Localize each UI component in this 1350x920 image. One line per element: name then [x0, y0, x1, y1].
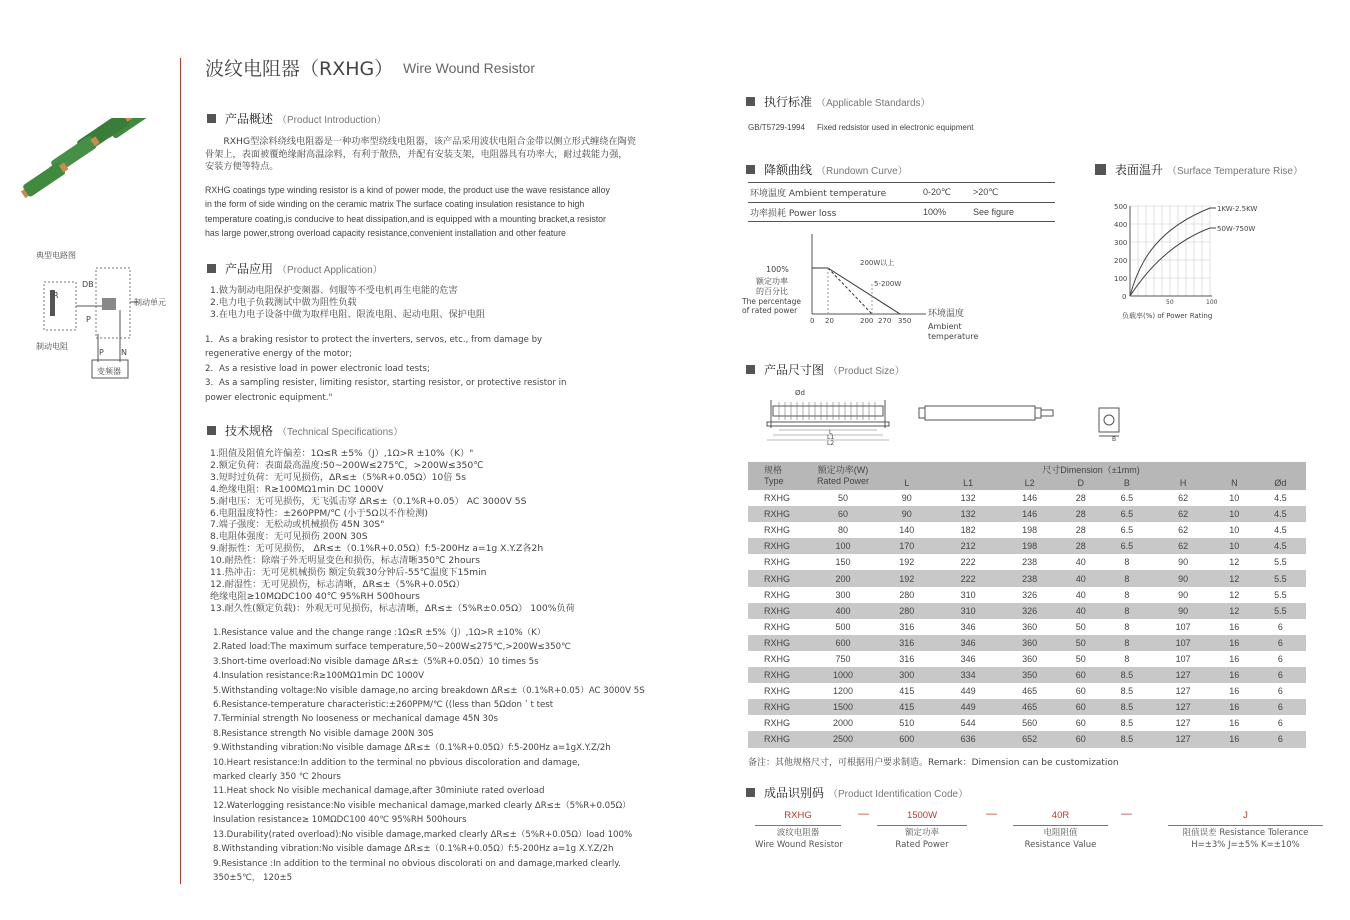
cell-l1: 132: [937, 490, 998, 506]
surface-ytick: 400: [1114, 221, 1128, 229]
table-row: [748, 522, 1306, 538]
specs-list-cn: 1.阻值及阻值允许偏差：1Ω≤R ±5%（J）,1Ω>R ±10%（K）" 2.额定负荷：表面最高温度:50~200W≤275℃，>200W≤350℃ 3.短时过负荷：无可见损伤，ΔR≤±（5%R+0.05Ω）10倍 5s 4.绝缘电阻：R≥100MΩ1min DC 1000V 5.耐电压：无可见损伤，无飞弧击穿 ΔR≤±（0.1%R+0.05） AC 3000V 5S 6.电阻温度特性：±260PPM/℃ (小于5Ω以不作检测) 7.端子强度：无松动或机械损伤 45N 30S" 8.电阻体强度：无可见损伤 200N 30S 9.耐振性：无可见损伤， ΔR≤±（0.1%R+0.05Ω）f:5-200Hz a=1g X.Y.Z各2h 10.耐热性：除端子外无明显变色和损伤，标志清晰350℃ 2hours 11.热冲击：无可见机械损伤 额定负载30分钟后-55℃温度下15min 12.耐湿性：无可见损伤，标志清晰，ΔR≤±（5%R+0.05Ω） 绝缘电阻≥10MΩDC100 40℃ 95%RH 500hours 13.耐久性(额定负载)：外观无可见损伤，标志清晰，ΔR≤±（5%R±0.05Ω） 100%负荷: [210, 448, 575, 614]
surface-temp-chart: [1100, 198, 1280, 323]
surface-temp-heading: 表面温升 （Surface Temperature Rise）: [1095, 161, 1303, 178]
cell-l2: 146: [999, 506, 1060, 522]
cell-l2: 198: [999, 538, 1060, 554]
cell-phi-d: 6: [1255, 635, 1306, 651]
cell-h: 127: [1152, 731, 1213, 747]
cell-b: 8.5: [1101, 683, 1152, 699]
rundown-ylabel-pct: 100%: [766, 265, 789, 274]
rundown-xlabel-cn: 环境温度: [928, 309, 965, 319]
cell-h: 90: [1152, 570, 1213, 586]
table-row: [748, 635, 1306, 651]
cell-l1: 212: [937, 538, 998, 554]
rundown-curve-label-b: 5-200W: [874, 280, 902, 288]
surface-ytick: 500: [1114, 203, 1128, 211]
cell-power: 300: [810, 587, 876, 603]
header-dimension: 尺寸Dimension（±1mm): [876, 462, 1306, 476]
cell-phi-d: 4.5: [1255, 538, 1306, 554]
cell-b: 6.5: [1101, 506, 1152, 522]
specs-list-en: 1.Resistance value and the change range :1Ω≤R ±5%（J）,1Ω>R ±10%（K） 2.Rated load:The maximum surface temperature,50~200W≤275℃,>200W≤350℃ 3.Short-time overload:No visible damage ΔR≤±（5%R+0.05Ω）10 times 5s 4.Insulation resistance:R≥100MΩ1min DC 1000V 5.Withstanding voltage:No visible damage,no arcing breakdown ΔR≤±（0.1%R+0.05）AC 3000V 5S 6.Resistance-temperature characteristic:±260PPM/℃ ((less than 5Ωdon＇t test 7.Terminial strength No looseness or mechanical damage 45N 30s 8.Resistance strength No visible damage 200N 30S 9.Withstanding vibration:No visible damage ΔR≤±（0.1%R+0.05Ω）f:5-200Hz a=1gX.Y.Z/2h 10.Heart resistance:In addition to the terminal no pbvious discoloration and damage, marked clearly 350 ℃ 2hours 11.Heat shock No visible mechanical damage,after 30miniute rated overload 12.Waterlogging resistance:No visible mechanical damage,marked clearly ΔR≤±（5%R+0.05Ω） Insulation resistance≥ 10MΩDC100 40℃ 95%RH 500hours 13.Durability(rated overload):No visible damage,marked clearly ΔR≤±（5%R+0.05Ω）load 100% 8.Withstanding vibration:No visible damage ΔR≤±（0.1%R+0.05Ω）f:5-200Hz a=1g X.Y.Z/2h 9.Resistance :In addition to the terminal no obvious discolorati on and damage,marked clearly. 350±5℃， 120±5: [213, 628, 645, 883]
cell-l: 415: [876, 683, 937, 699]
heading-bullet: [207, 264, 216, 273]
circuit-label-inverter: 变频器: [97, 367, 121, 376]
cell-type: RXHG: [748, 635, 810, 651]
size-label-b: B: [1112, 436, 1117, 443]
header-col-l2: L2: [999, 476, 1060, 490]
cell-d: 60: [1060, 715, 1101, 731]
size-label-l2: L2: [827, 440, 835, 446]
rundown-xtick: 0: [810, 317, 815, 325]
table-remark: 备注：其他规格尺寸，可根据用户要求制造。Remark：Dimension can be customization: [748, 758, 1119, 768]
cell-power: 500: [810, 619, 876, 635]
cell-l1: 222: [937, 570, 998, 586]
cell-h: 90: [1152, 554, 1213, 570]
cell-phi-d: 5.5: [1255, 587, 1306, 603]
rundown-ylabel-3: The percentage: [742, 297, 802, 306]
cell-l1: 544: [937, 715, 998, 731]
cell-d: 60: [1060, 699, 1101, 715]
cell-b: 8.5: [1101, 731, 1152, 747]
cell-l1: 346: [937, 635, 998, 651]
cell-l2: 360: [999, 619, 1060, 635]
table-row: [748, 731, 1306, 747]
cell-phi-d: 4.5: [1255, 522, 1306, 538]
specs-heading: 技术规格 （Technical Specifications）: [207, 422, 403, 439]
rundown-row: 功率损耗 Power loss 100% See figure: [748, 202, 1055, 221]
heading-bullet: [1095, 164, 1106, 175]
cell-l2: 238: [999, 554, 1060, 570]
cell-h: 127: [1152, 667, 1213, 683]
surface-ytick: 100: [1114, 275, 1128, 283]
cell-phi-d: 6: [1255, 619, 1306, 635]
cell-d: 40: [1060, 603, 1101, 619]
cell-h: 127: [1152, 715, 1213, 731]
cell-type: RXHG: [748, 506, 810, 522]
cell-type: RXHG: [748, 731, 810, 747]
rundown-xtick: 200: [860, 317, 874, 325]
application-list-en: 1．As a braking resistor to protect the inverters, servos, etc., from damage by regenerative energy of the motor; 2．As a resistive load in power electronic load tests; 3．As a sampling resister, limiting resistor, starting resistor, or protective resistor in power electronic equipment.": [205, 335, 567, 403]
table-row: [748, 587, 1306, 603]
page-divider: [180, 58, 181, 884]
cell-l1: 132: [937, 506, 998, 522]
rundown-ylabel-2: 的百分比: [756, 287, 788, 296]
cell-power: 600: [810, 635, 876, 651]
cell-phi-d: 5.5: [1255, 603, 1306, 619]
table-row: [748, 667, 1306, 683]
cell-n: 16: [1214, 667, 1255, 683]
intro-text-cn: RXHG型涂料绕线电阻器是一种功率型绕线电阻器，该产品采用波状电阻合金带以侧立形式缠绕在陶瓷 骨架上，表面被覆绝缘耐高温涂料，有利于散热，并配有安装支架，电阻器具有功率大，耐过载能力强， 安装方便等特点。: [205, 136, 636, 173]
cell-l2: 350: [999, 667, 1060, 683]
cell-type: RXHG: [748, 587, 810, 603]
circuit-label-p: P: [86, 315, 91, 324]
cell-d: 50: [1060, 635, 1101, 651]
cell-h: 62: [1152, 522, 1213, 538]
cell-type: RXHG: [748, 554, 810, 570]
cell-d: 28: [1060, 490, 1101, 506]
rundown-heading: 降额曲线 （Rundown Curve）: [746, 161, 908, 178]
cell-power: 150: [810, 554, 876, 570]
cell-b: 6.5: [1101, 538, 1152, 554]
surface-ytick: 0: [1122, 293, 1127, 301]
cell-b: 8: [1101, 554, 1152, 570]
header-col-b: B: [1101, 476, 1152, 490]
cell-l1: 449: [937, 683, 998, 699]
cell-n: 16: [1214, 651, 1255, 667]
header-col-n: N: [1214, 476, 1255, 490]
cell-l: 415: [876, 699, 937, 715]
cell-l1: 310: [937, 587, 998, 603]
cell-type: RXHG: [748, 619, 810, 635]
cell-l: 510: [876, 715, 937, 731]
ident-code-power: 1500W 额定功率 Rated Power: [877, 810, 967, 850]
cell-l2: 560: [999, 715, 1060, 731]
rundown-xtick: 350: [898, 317, 912, 325]
standard-code: GB/T5729-1994: [748, 123, 805, 132]
cell-type: RXHG: [748, 683, 810, 699]
cell-l: 280: [876, 603, 937, 619]
cell-l1: 449: [937, 699, 998, 715]
cell-n: 12: [1214, 554, 1255, 570]
circuit-label-brake-unit: 制动单元: [134, 298, 166, 307]
cell-l: 316: [876, 635, 937, 651]
application-heading: 产品应用 （Product Application）: [207, 260, 383, 277]
cell-d: 28: [1060, 538, 1101, 554]
ident-code-resistance: 40R 电阻阻值 Resistance Value: [1013, 810, 1108, 850]
circuit-label-brake-resistor: 制动电阻: [36, 342, 68, 351]
surface-ytick: 300: [1114, 239, 1128, 247]
cell-l1: 310: [937, 603, 998, 619]
cell-type: RXHG: [748, 667, 810, 683]
surface-xtick: 50: [1166, 299, 1174, 306]
heading-bullet: [207, 114, 216, 123]
cell-b: 8: [1101, 635, 1152, 651]
surface-curve-label-a: 1KW-2.5KW: [1217, 205, 1258, 213]
ident-code-type: RXHG 波纹电阻器 Wire Wound Resistor: [755, 810, 843, 850]
header-power: 额定功率(W) Rated Power: [810, 462, 876, 490]
rundown-xtick: 270: [878, 317, 892, 325]
resistor-product-image: [14, 118, 174, 230]
cell-n: 10: [1214, 522, 1255, 538]
cell-d: 40: [1060, 554, 1101, 570]
cell-type: RXHG: [748, 651, 810, 667]
rundown-ylabel-1: 额定功率: [756, 277, 788, 286]
cell-h: 62: [1152, 506, 1213, 522]
table-row: [748, 699, 1306, 715]
cell-l: 316: [876, 619, 937, 635]
size-label-phi-d: Ød: [795, 389, 805, 397]
cell-power: 400: [810, 603, 876, 619]
cell-h: 127: [1152, 699, 1213, 715]
cell-b: 8.5: [1101, 715, 1152, 731]
cell-n: 16: [1214, 683, 1255, 699]
cell-h: 127: [1152, 683, 1213, 699]
cell-l: 192: [876, 570, 937, 586]
cell-n: 16: [1214, 699, 1255, 715]
header-col-phi-d: Ød: [1255, 476, 1306, 490]
cell-l: 192: [876, 554, 937, 570]
cell-l1: 222: [937, 554, 998, 570]
cell-phi-d: 5.5: [1255, 570, 1306, 586]
cell-l2: 146: [999, 490, 1060, 506]
page-title-cn: 波纹电阻器（RXHG）: [205, 58, 394, 80]
cell-power: 1000: [810, 667, 876, 683]
ident-heading: 成品识别码 （Product Identification Code）: [746, 784, 968, 801]
cell-phi-d: 6: [1255, 699, 1306, 715]
surface-xtick: 100: [1206, 299, 1218, 306]
cell-phi-d: 6: [1255, 683, 1306, 699]
cell-b: 8: [1101, 570, 1152, 586]
cell-l: 280: [876, 587, 937, 603]
cell-type: RXHG: [748, 522, 810, 538]
table-row: [748, 506, 1306, 522]
cell-l2: 360: [999, 651, 1060, 667]
cell-d: 40: [1060, 570, 1101, 586]
cell-power: 750: [810, 651, 876, 667]
rundown-xtick: 20: [825, 317, 834, 325]
cell-l: 300: [876, 667, 937, 683]
cell-power: 1200: [810, 683, 876, 699]
cell-d: 40: [1060, 587, 1101, 603]
cell-l2: 360: [999, 635, 1060, 651]
table-row: [748, 651, 1306, 667]
cell-d: 50: [1060, 651, 1101, 667]
heading-bullet: [746, 788, 755, 797]
table-row: [748, 570, 1306, 586]
cell-l2: 465: [999, 699, 1060, 715]
cell-n: 16: [1214, 635, 1255, 651]
rundown-xlabel-en-1: Ambient: [928, 322, 962, 331]
cell-b: 8.5: [1101, 699, 1152, 715]
table-row: [748, 554, 1306, 570]
header-col-h: H: [1152, 476, 1213, 490]
cell-h: 90: [1152, 587, 1213, 603]
circuit-label-n: N: [121, 348, 127, 357]
application-list-cn: 1.做为制动电阻保护变频器、伺服等不受电机再生电能的危害 2.电力电子负载测试中做为阻性负载 3.在电力电子设备中做为取样电阻、限流电阻、起动电阻、保护电阻: [210, 285, 486, 320]
cell-n: 16: [1214, 619, 1255, 635]
cell-l: 170: [876, 538, 937, 554]
cell-l: 316: [876, 651, 937, 667]
table-row: [748, 715, 1306, 731]
rundown-curve-chart: [740, 228, 990, 343]
cell-phi-d: 6: [1255, 667, 1306, 683]
cell-l2: 198: [999, 522, 1060, 538]
cell-l1: 346: [937, 619, 998, 635]
cell-h: 107: [1152, 619, 1213, 635]
cell-h: 107: [1152, 635, 1213, 651]
cell-d: 28: [1060, 506, 1101, 522]
cell-type: RXHG: [748, 570, 810, 586]
cell-b: 8: [1101, 619, 1152, 635]
header-col-l1: L1: [937, 476, 998, 490]
table-row: [748, 538, 1306, 554]
header-col-l: L: [876, 476, 937, 490]
cell-d: 28: [1060, 522, 1101, 538]
cell-l1: 636: [937, 731, 998, 747]
circuit-label-p2: P: [99, 348, 104, 357]
intro-text-en: RXHG coatings type winding resistor is a kind of power mode, the product use the wave resistance alloy in the form of side winding on the ceramic matrix The surface coating insulation resistance to high temperature coating,is conducive to heat dissipation,and is equipped with a mounting bracket,a resistor has large power,strong overload capacity resistance,convenient installation and other feature: [205, 185, 610, 239]
cell-l2: 465: [999, 683, 1060, 699]
cell-l2: 326: [999, 587, 1060, 603]
cell-power: 1500: [810, 699, 876, 715]
cell-phi-d: 6: [1255, 651, 1306, 667]
table-row: [748, 603, 1306, 619]
cell-d: 60: [1060, 731, 1101, 747]
cell-phi-d: 5.5: [1255, 554, 1306, 570]
ident-dash: —: [1121, 808, 1132, 820]
header-type: 规格 Type: [748, 462, 810, 490]
standards-heading: 执行标准 （Applicable Standards）: [746, 93, 931, 110]
table-row: [748, 490, 1306, 506]
cell-n: 12: [1214, 570, 1255, 586]
cell-n: 16: [1214, 731, 1255, 747]
cell-type: RXHG: [748, 538, 810, 554]
cell-n: 10: [1214, 506, 1255, 522]
cell-type: RXHG: [748, 490, 810, 506]
cell-type: RXHG: [748, 715, 810, 731]
product-size-drawing: [765, 384, 1145, 446]
cell-power: 200: [810, 570, 876, 586]
cell-b: 6.5: [1101, 490, 1152, 506]
cell-l2: 326: [999, 603, 1060, 619]
rundown-xlabel-en-2: temperature: [928, 332, 979, 341]
dimension-table: [748, 462, 1306, 748]
rundown-table: [748, 182, 1055, 222]
page-title-en: Wire Wound Resistor: [403, 60, 536, 76]
cell-n: 10: [1214, 490, 1255, 506]
cell-phi-d: 4.5: [1255, 490, 1306, 506]
rundown-row: 环境温度 Ambient temperature 0-20℃ >20℃: [750, 187, 999, 199]
header-col-d: D: [1060, 476, 1101, 490]
cell-b: 8: [1101, 587, 1152, 603]
cell-d: 60: [1060, 667, 1101, 683]
intro-heading: 产品概述 （Product Introduction）: [207, 110, 387, 127]
size-heading: 产品尺寸图 （Product Size）: [746, 361, 905, 378]
cell-n: 16: [1214, 715, 1255, 731]
circuit-label-db: DB: [82, 280, 94, 289]
table-row: [748, 619, 1306, 635]
rundown-curve-label-a: 200W以上: [860, 259, 895, 267]
cell-n: 12: [1214, 587, 1255, 603]
cell-power: 50: [810, 490, 876, 506]
cell-h: 62: [1152, 538, 1213, 554]
cell-l: 140: [876, 522, 937, 538]
ident-dash: —: [986, 808, 997, 820]
surface-curve-label-b: 50W-750W: [1217, 225, 1256, 233]
cell-phi-d: 4.5: [1255, 506, 1306, 522]
ident-dash: —: [858, 808, 869, 820]
cell-b: 6.5: [1101, 522, 1152, 538]
cell-b: 8.5: [1101, 667, 1152, 683]
cell-power: 80: [810, 522, 876, 538]
rundown-ylabel-4: of rated power: [742, 306, 798, 315]
cell-b: 8: [1101, 651, 1152, 667]
cell-n: 12: [1214, 603, 1255, 619]
circuit-label-typical: 典型电路图: [36, 251, 76, 260]
heading-bullet: [746, 165, 755, 174]
cell-phi-d: 6: [1255, 715, 1306, 731]
cell-d: 60: [1060, 683, 1101, 699]
ident-code-tolerance: J 阻值误差 Resistance Tolerance H=±3% J=±5% K=±10%: [1168, 810, 1323, 850]
cell-l2: 652: [999, 731, 1060, 747]
cell-phi-d: 6: [1255, 731, 1306, 747]
size-label-l1: L1: [827, 434, 835, 441]
table-row: [748, 683, 1306, 699]
cell-power: 100: [810, 538, 876, 554]
cell-l2: 238: [999, 570, 1060, 586]
surface-ytick: 200: [1114, 257, 1128, 265]
heading-bullet: [746, 365, 755, 374]
cell-h: 62: [1152, 490, 1213, 506]
cell-h: 107: [1152, 651, 1213, 667]
circuit-label-r: R: [53, 291, 59, 300]
cell-l1: 346: [937, 651, 998, 667]
cell-b: 8: [1101, 603, 1152, 619]
cell-type: RXHG: [748, 699, 810, 715]
cell-power: 2000: [810, 715, 876, 731]
cell-power: 60: [810, 506, 876, 522]
cell-type: RXHG: [748, 603, 810, 619]
cell-d: 50: [1060, 619, 1101, 635]
standard-text: Fixed redsistor used in electronic equipment: [817, 123, 974, 132]
cell-l1: 182: [937, 522, 998, 538]
cell-l: 90: [876, 490, 937, 506]
heading-bullet: [746, 97, 755, 106]
cell-h: 90: [1152, 603, 1213, 619]
cell-n: 10: [1214, 538, 1255, 554]
cell-l: 600: [876, 731, 937, 747]
cell-power: 2500: [810, 731, 876, 747]
surface-xlabel: 负载率(%) of Power Rating: [1122, 312, 1213, 320]
cell-l: 90: [876, 506, 937, 522]
cell-l1: 334: [937, 667, 998, 683]
size-label-l: L: [829, 429, 833, 436]
heading-bullet: [207, 426, 216, 435]
